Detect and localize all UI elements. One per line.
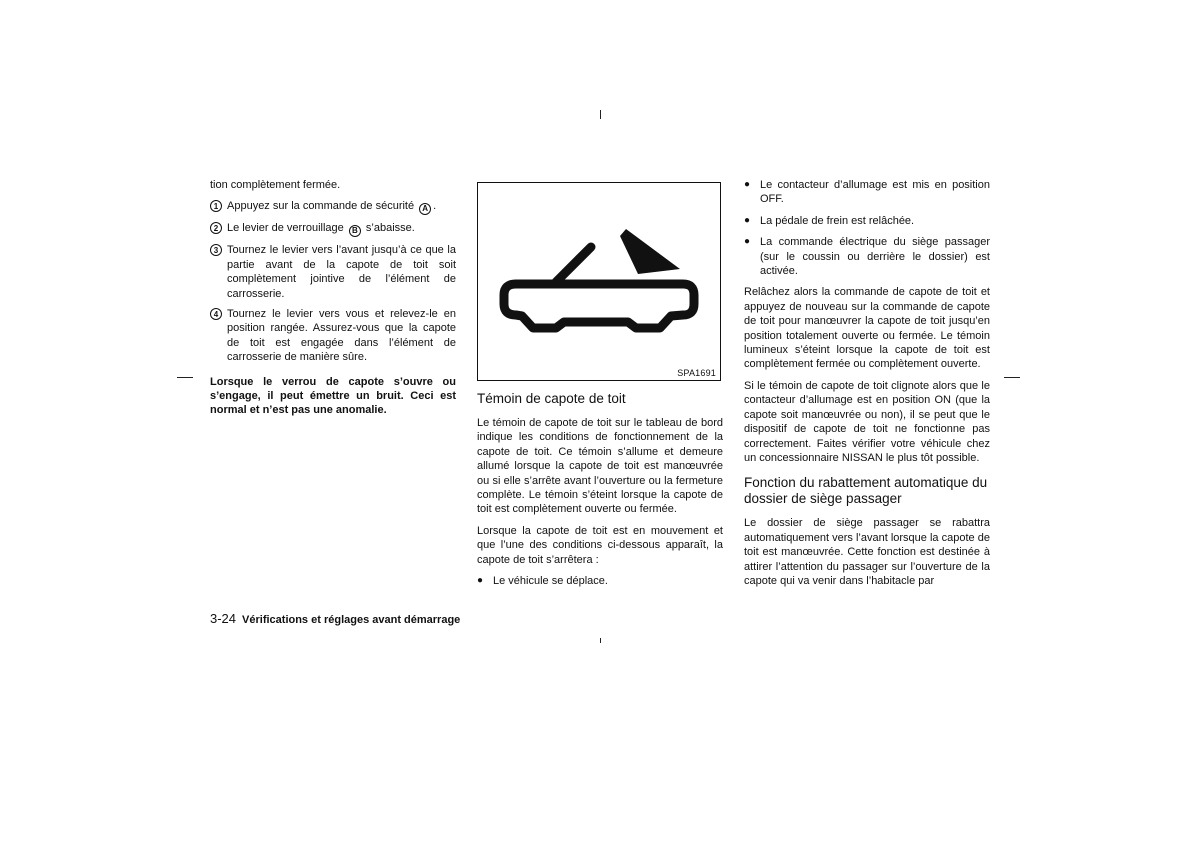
step-4 <box>210 307 456 365</box>
section-heading: Fonction du rabattement automatique du dossier de siège passager <box>744 475 988 507</box>
paragraph: Relâchez alors la commande de capote de toit et appuyez de nouveau sur la commande de capote de toit pour manœuvrer la capote de toit jusqu’en position totalement ouverte ou fermée. Le témoin lumineux s’éteint lorsque la capote de toit est complètement fermée ou complètement ouverte. <box>744 286 990 371</box>
callout-letter: B <box>349 225 361 237</box>
step-number: 3 <box>210 244 222 256</box>
list-item: ● La commande électrique du siège passager (sur le coussin ou derrière le dossier) est activée. <box>744 236 990 278</box>
step-3 <box>210 243 456 301</box>
callout-letter: A <box>419 203 431 215</box>
column-middle <box>477 391 723 595</box>
list-item: ● La pédale de frein est relâchée. <box>744 214 915 227</box>
bullet-icon: ● <box>744 179 751 190</box>
page-number: 3-24 <box>210 611 237 626</box>
step-text: Le levier de verrouillage <box>227 222 344 235</box>
page-footer <box>210 611 460 626</box>
crop-mark-left <box>177 377 193 378</box>
paragraph: Le témoin de capote de toit sur le tableau de bord indique les conditions de fonctionnement de la capote de toit. Ce témoin s’allume et demeure allumé lorsque la capote de toit est manœuvrée ou si elle s’arrête avant l’ouverture ou la fermeture complète. Le témoin s’éteint lorsque la capote de toit est complètement ouverte ou fermée. <box>477 417 723 516</box>
list-item: ● Le contacteur d’allumage est mis en position OFF. <box>744 179 990 206</box>
warning-note: Lorsque le verrou de capote s’ouvre ou s’engage, il peut émettre un bruit. Ceci est normal et n’est pas une anomalie. <box>210 375 456 417</box>
step-number: 4 <box>210 308 222 320</box>
bullet-icon: ● <box>744 214 751 226</box>
bullet-icon: ● <box>744 236 751 248</box>
section-title: Vérifications et réglages avant démarrage <box>242 614 461 626</box>
step-number: 1 <box>210 200 222 212</box>
step-text: Tournez le levier vers l’avant jusqu’à ce que la partie avant de la capote de toit soit complètement jointive de l’élément de carrosserie. <box>227 244 456 300</box>
step-text: Tournez le levier vers vous et relevez-le en position rangée. Assurez-vous que la capote de toit est engagée dans l’élément de carrosserie de manière sûre. <box>227 308 456 364</box>
paragraph: Si le témoin de capote de toit clignote alors que le contacteur d’allumage est en position ON (que la capote soit manœuvrée ou non), il se peut que le dispositif de capote de toit ne fonctionne pas correctement. Faites vérifier votre véhicule chez un concessionnaire NISSAN le plus tôt possible. <box>744 379 990 464</box>
column-right <box>744 178 990 595</box>
list-item: ● Le véhicule se déplace. <box>477 575 608 588</box>
paragraph: Le dossier de siège passager se rabattra automatiquement vers l’avant lorsque la capote de toit est manœuvrée. Cette fonction est destinée à attirer l’attention du passager sur l’ouverture de la capote qui va venir dans l’habitacle par <box>744 517 990 587</box>
crop-mark-right <box>1004 377 1020 378</box>
step-2: 2 Le levier de verrouillage B s’abaisse. <box>210 221 456 237</box>
figure-code: SPA1691 <box>677 368 716 378</box>
crop-mark-top <box>600 110 601 119</box>
step-text: Appuyez sur la commande de sécurité <box>227 200 415 213</box>
convertible-roof-icon <box>478 183 720 380</box>
bullet-icon: ● <box>477 575 484 587</box>
step-1: 1 Appuyez sur la commande de sécurité A . <box>210 199 456 215</box>
intro-text: tion complètement fermée. <box>210 179 341 191</box>
paragraph: Lorsque la capote de toit est en mouvement et que l’une des conditions ci-dessous apparaît, la capote de toit s’arrêtera : <box>477 524 723 566</box>
column-left <box>210 178 456 425</box>
section-heading: Témoin de capote de toit <box>477 391 626 406</box>
step-number: 2 <box>210 222 222 234</box>
crop-mark-bottom <box>600 638 601 643</box>
roof-indicator-figure <box>477 182 721 381</box>
